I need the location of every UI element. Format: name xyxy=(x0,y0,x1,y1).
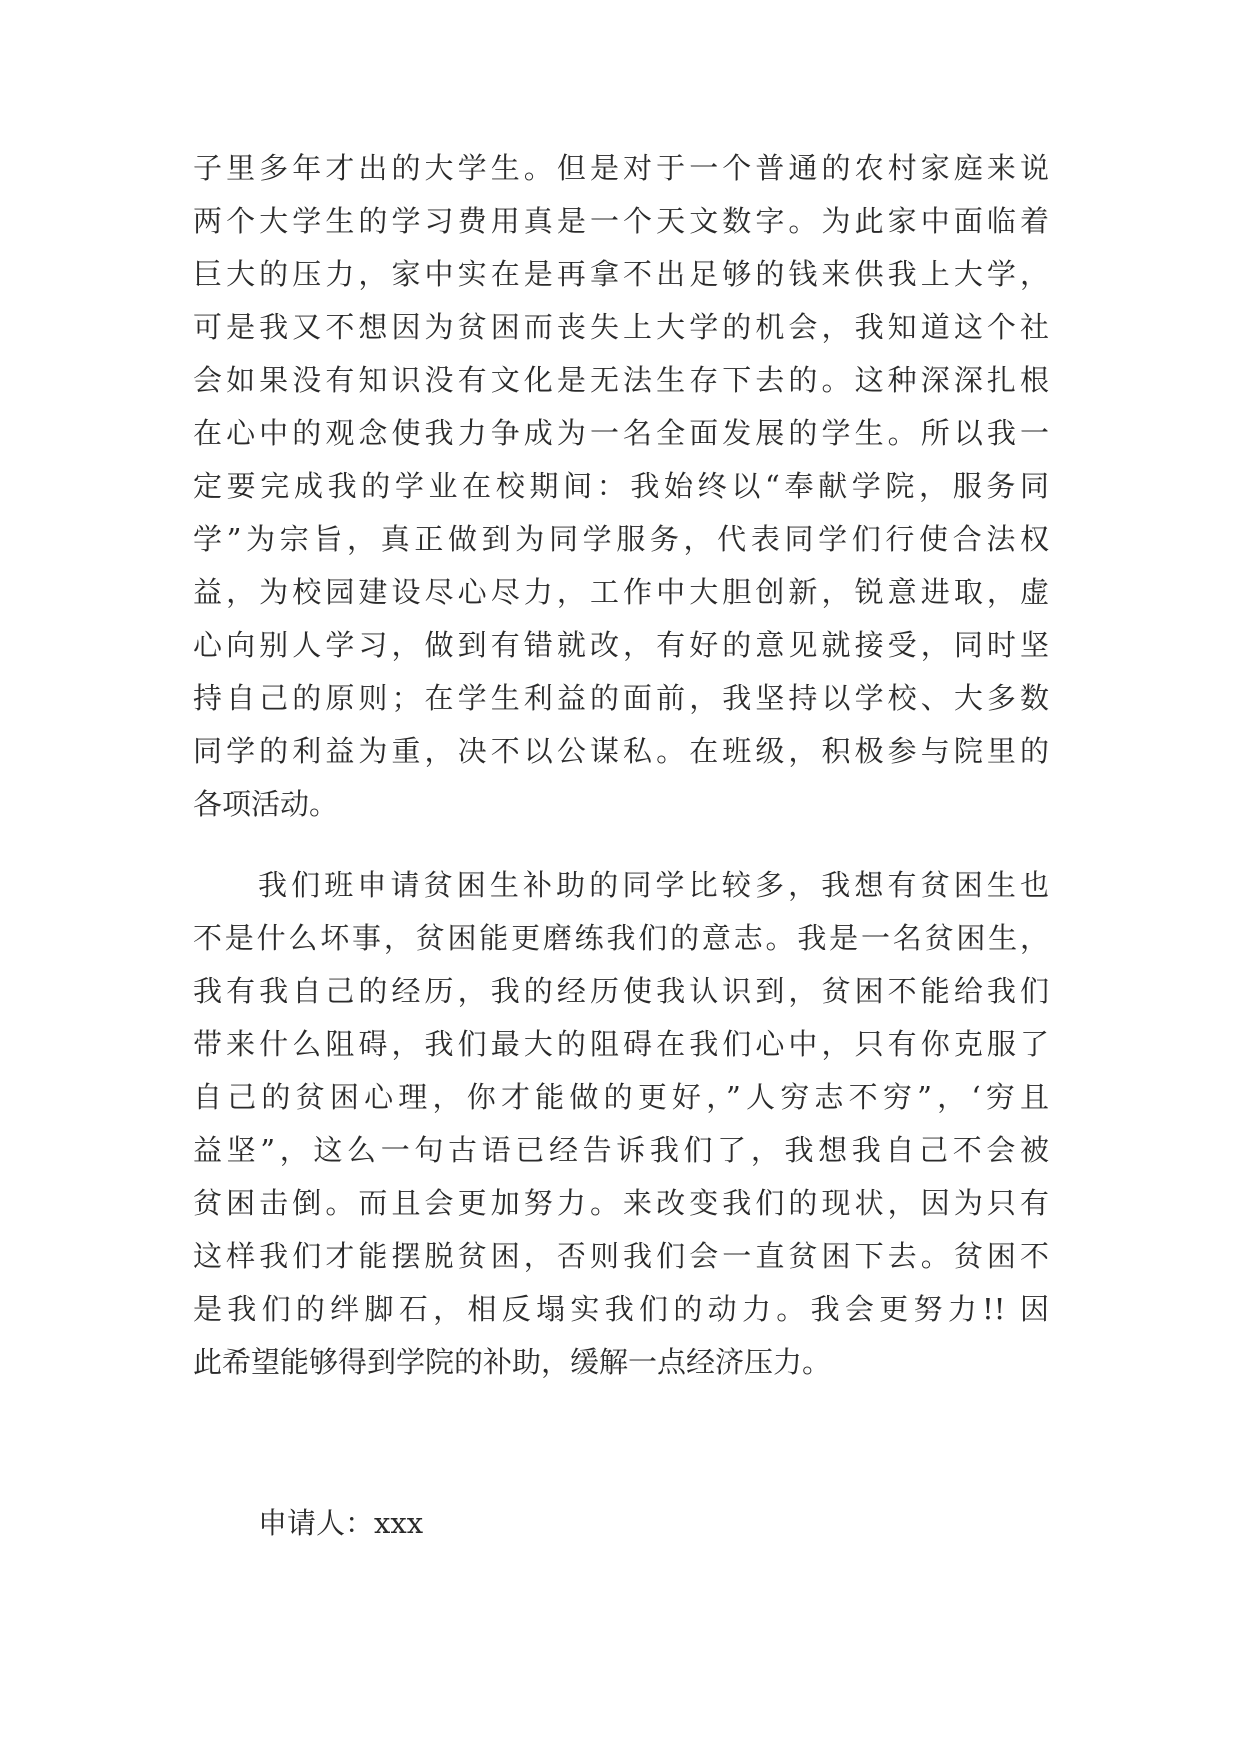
text-line: 各项活动。 xyxy=(193,787,339,821)
text-line: 我们班申请贫困生补助的同学比较多，我想有贫困生也 xyxy=(258,868,1049,902)
text-line: 贫困击倒。而且会更加努力。来改变我们的现状，因为只有 xyxy=(193,1186,1049,1220)
text-line: 同学的利益为重，决不以公谋私。在班级，积极参与院里的 xyxy=(193,734,1049,768)
text-line: 此希望能够得到学院的补助，缓解一点经济压力。 xyxy=(193,1345,832,1379)
text-line: 两个大学生的学习费用真是一个天文数字。为此家中面临着 xyxy=(193,204,1049,238)
text-line: 是我们的绊脚石，相反塌实我们的动力。我会更努力!! 因 xyxy=(193,1292,1049,1326)
text-line: 在心中的观念使我力争成为一名全面发展的学生。所以我一 xyxy=(193,416,1049,450)
text-line: 学”为宗旨，真正做到为同学服务，代表同学们行使合法权 xyxy=(193,522,1049,556)
text-line: 巨大的压力，家中实在是再拿不出足够的钱来供我上大学， xyxy=(193,257,1049,291)
text-line: 定要完成我的学业在校期间：我始终以“奉献学院，服务同 xyxy=(193,469,1049,503)
signature-line: 申请人：xxx xyxy=(258,1506,424,1540)
text-line: 益坚”，这么一句古语已经告诉我们了，我想我自己不会被 xyxy=(193,1133,1049,1167)
text-line: 不是什么坏事，贫困能更磨练我们的意志。我是一名贫困生， xyxy=(193,921,1049,955)
text-line: 我有我自己的经历，我的经历使我认识到，贫困不能给我们 xyxy=(193,974,1049,1008)
text-line: 自己的贫困心理，你才能做的更好，”人穷志不穷”，‘穷且 xyxy=(193,1080,1049,1114)
text-line: 可是我又不想因为贫困而丧失上大学的机会，我知道这个社 xyxy=(193,310,1049,344)
text-line: 心向别人学习，做到有错就改，有好的意见就接受，同时坚 xyxy=(193,628,1049,662)
text-line: 会如果没有知识没有文化是无法生存下去的。这种深深扎根 xyxy=(193,363,1049,397)
text-line: 益，为校园建设尽心尽力，工作中大胆创新，锐意进取，虚 xyxy=(193,575,1049,609)
text-line: 子里多年才出的大学生。但是对于一个普通的农村家庭来说 xyxy=(193,151,1049,185)
text-line: 持自己的原则；在学生利益的面前，我坚持以学校、大多数 xyxy=(193,681,1049,715)
text-line: 带来什么阻碍，我们最大的阻碍在我们心中，只有你克服了 xyxy=(193,1027,1049,1061)
text-line: 这样我们才能摆脱贫困，否则我们会一直贫困下去。贫困不 xyxy=(193,1239,1049,1273)
